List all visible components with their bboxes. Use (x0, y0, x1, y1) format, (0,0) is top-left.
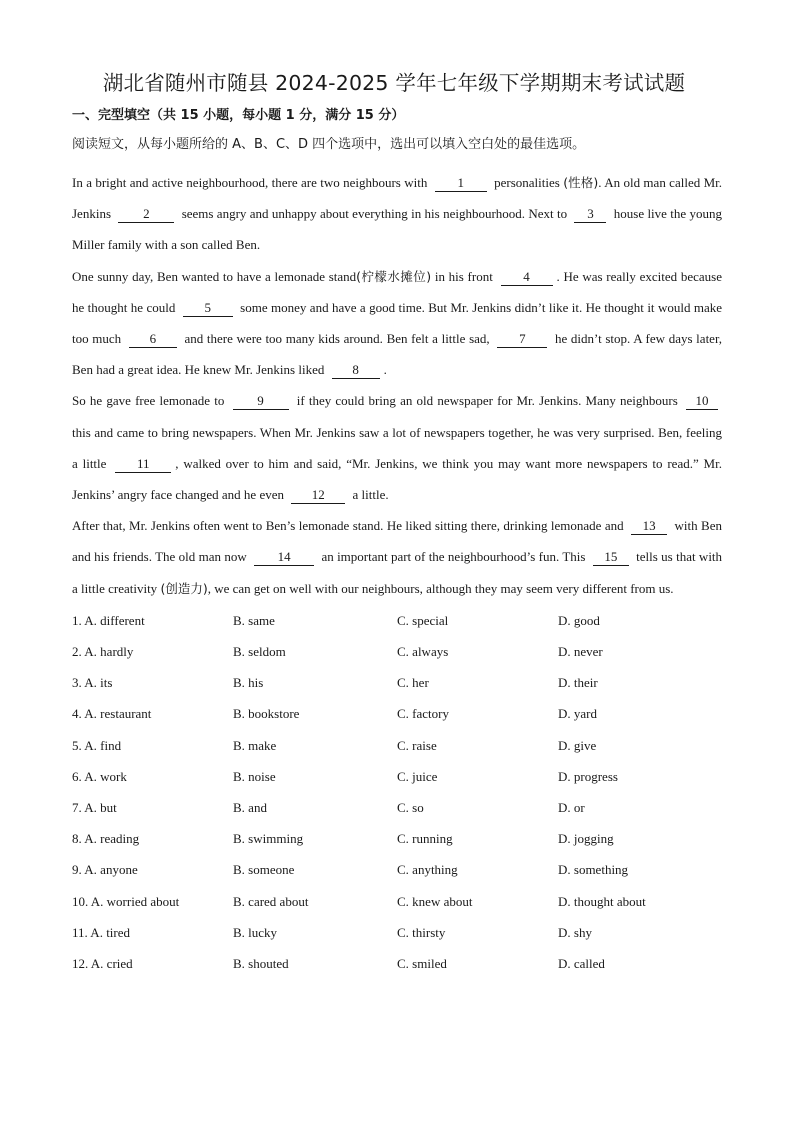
passage-paragraph-4 (72, 510, 722, 604)
option-d: D. never (558, 644, 603, 660)
question-options-1 (72, 605, 722, 636)
option-a: 6. A. work (72, 768, 127, 784)
option-b: B. and (233, 799, 267, 815)
option-d: D. or (558, 799, 585, 815)
question-options-6 (72, 761, 722, 792)
option-d: D. their (558, 675, 598, 691)
option-d: D. good (558, 612, 600, 628)
blank-11: 11 (115, 456, 171, 473)
option-c: C. juice (397, 768, 438, 784)
passage-text: . (383, 362, 387, 378)
blank-13: 13 (631, 518, 667, 535)
blank-5: 5 (183, 300, 233, 317)
option-b: B. his (233, 675, 264, 691)
option-c: C. knew about (397, 893, 473, 909)
option-c: C. smiled (397, 955, 447, 971)
passage-text: a little. (352, 487, 389, 503)
option-b: B. someone (233, 862, 295, 878)
passage-text: , walked over to him and said, “Mr. Jenkins, we think you may want more newspapers to read.” Mr. Jenkins’ angry face changed and he even (72, 455, 722, 503)
instruction: 阅读短文，从每小题所给的 A、B、C、D 四个选项中，选出可以填入空白处的最佳选项。 (72, 137, 586, 152)
blank-12: 12 (291, 487, 345, 504)
blank-4: 4 (501, 269, 553, 286)
question-options-3 (72, 667, 722, 698)
passage-text: One sunny day, Ben wanted to have a lemonade stand (72, 268, 357, 284)
passage-text: this and came to bring newspapers. When Mr. Jenkins saw a lot of newspapers together, he was very surprised. Ben, feeling a little (72, 424, 722, 471)
option-d: D. something (558, 862, 629, 878)
blank-3: 3 (574, 206, 606, 223)
question-options-9 (72, 854, 722, 885)
option-a: 2. A. hardly (72, 644, 134, 660)
passage-gloss: (柠檬水摊位) (356, 268, 432, 284)
option-d: D. progress (558, 768, 618, 784)
blank-9: 9 (233, 393, 289, 410)
options-list (72, 605, 722, 979)
passage-gloss: (性格) (563, 175, 599, 190)
passage-text: tells us that with a little creativity (72, 549, 723, 596)
passage-text: In a bright and active neighbourhood, there are two neighbours with (72, 175, 428, 190)
blank-8: 8 (332, 362, 380, 379)
option-c: C. running (397, 831, 453, 847)
option-b: B. seldom (233, 644, 286, 660)
option-b: B. cared about (233, 893, 309, 909)
option-a: 11. A. tired (72, 924, 131, 940)
blank-7: 7 (497, 331, 547, 348)
option-a: 4. A. restaurant (72, 706, 152, 722)
exam-page (72, 68, 722, 979)
option-c: C. raise (397, 737, 437, 753)
option-b: B. swimming (233, 831, 304, 847)
option-a: 3. A. its (72, 675, 113, 691)
passage-text: some money and have a good time. But Mr. Jenkins didn’t like it. He thought it would make too much (72, 299, 722, 347)
passage-paragraph-2 (72, 261, 722, 386)
passage-text: , we can get on well with our neighbours, although they may seem very different from us. (207, 580, 674, 596)
option-b: B. lucky (233, 924, 278, 940)
option-b: B. bookstore (233, 706, 300, 722)
passage-paragraph-1 (72, 167, 722, 261)
passage-text: he didn’t stop. A few days later, Ben had a great idea. He knew Mr. Jenkins liked (72, 331, 723, 378)
passage-text: if they could bring an old newspaper for Mr. Jenkins. Many neighbours (296, 393, 678, 409)
passage-text: house live the young Miller family with a son called Ben. (72, 206, 723, 253)
option-c: C. thirsty (397, 924, 446, 940)
option-a: 5. A. find (72, 737, 122, 753)
option-a: 12. A. cried (72, 955, 133, 971)
option-b: B. shouted (233, 955, 289, 971)
question-options-2 (72, 636, 722, 667)
blank-6: 6 (129, 331, 177, 348)
passage-text: After that, Mr. Jenkins often went to Ben’s lemonade stand. He liked sitting there, drinking lemonade and (72, 518, 624, 534)
question-options-8 (72, 823, 722, 854)
section-heading: 一、完型填空（共 15 小题，每小题 1 分，满分 15 分） (72, 108, 405, 123)
option-c: C. anything (397, 862, 458, 878)
question-options-12 (72, 948, 722, 979)
blank-2: 2 (118, 206, 174, 223)
option-d: D. shy (558, 924, 592, 940)
passage-text: with Ben and his friends. The old man now (72, 518, 722, 565)
option-c: C. factory (397, 706, 449, 722)
option-a: 8. A. reading (72, 831, 140, 847)
option-d: D. jogging (558, 831, 614, 847)
passage-text: . He was really excited because he thought he could (72, 268, 722, 315)
option-c: C. so (397, 799, 424, 815)
passage-text: personalities (494, 175, 560, 190)
passage-text: . An old man called Mr. Jenkins (72, 175, 723, 222)
exam-title: 湖北省随州市随县 2024-2025 学年七年级下学期期末考试试题 (102, 71, 686, 95)
blank-1: 1 (435, 175, 487, 192)
option-b: B. same (233, 612, 275, 628)
passage-text: seems angry and unhappy about everything in his neighbourhood. Next to (181, 206, 568, 222)
passage-text: in his front (434, 268, 493, 284)
option-a: 7. A. but (72, 799, 117, 815)
question-options-4 (72, 698, 722, 729)
option-d: D. yard (558, 706, 597, 722)
option-a: 10. A. worried about (72, 893, 180, 909)
blank-10: 10 (686, 393, 718, 410)
option-b: B. make (233, 737, 277, 753)
passage-paragraph-3 (72, 385, 722, 510)
option-d: D. give (558, 737, 597, 753)
passage-text: an important part of the neighbourhood’s fun. This (321, 549, 586, 565)
passage-text: and there were too many kids around. Ben felt a little sad, (184, 331, 490, 347)
blank-15: 15 (593, 549, 629, 566)
option-c: C. special (397, 612, 449, 628)
question-options-11 (72, 917, 722, 948)
question-options-7 (72, 792, 722, 823)
option-a: 1. A. different (72, 612, 145, 628)
option-b: B. noise (233, 768, 276, 784)
option-c: C. always (397, 644, 449, 660)
option-d: D. called (558, 955, 605, 971)
blank-14: 14 (254, 549, 314, 566)
option-a: 9. A. anyone (72, 862, 138, 878)
option-d: D. thought about (558, 893, 646, 909)
option-c: C. her (397, 675, 429, 691)
passage-gloss: (创造力) (160, 580, 208, 596)
question-options-5 (72, 730, 722, 761)
question-options-10 (72, 886, 722, 917)
passage-text: So he gave free lemonade to (72, 393, 225, 409)
